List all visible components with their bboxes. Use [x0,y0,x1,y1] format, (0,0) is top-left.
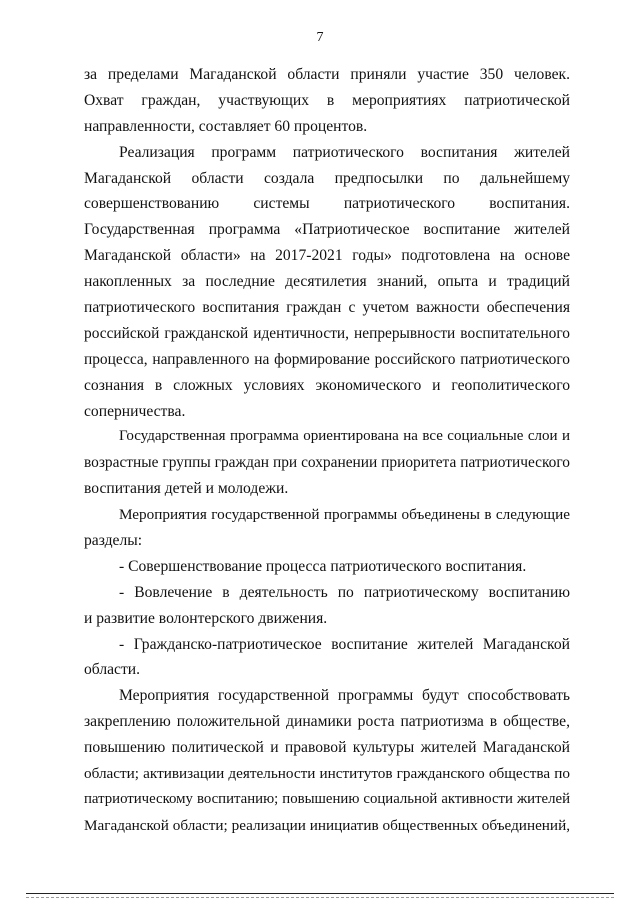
text-line: Магаданской области создала предпосылки по дальнейшему [84,169,570,187]
text-line: повышению политической и правовой культуры жителей Магаданской [84,739,570,757]
paragraph [84,424,570,502]
text-line: Государственная программа «Патриотическое воспитание жителей [84,221,570,239]
document-body [84,62,570,839]
list-item [84,632,570,684]
text-line: Мероприятия государственной программы объединены в следующие [119,506,570,524]
list-item [84,580,570,632]
text-line: Реализация программ патриотического воспитания жителей [119,143,570,161]
text-line: сознания в сложных условиях экономического и геополитического [84,376,570,394]
text-line: за пределами Магаданской области приняли участие 350 человек. [84,66,570,83]
text-line: и развитие волонтерского движения. [84,609,328,627]
text-line: закреплению положительной динамики роста патриотизма в обществе, [84,713,570,731]
text-line: области. [84,661,141,679]
text-line: области; активизации деятельности институтов гражданского общества по [84,765,570,783]
text-line: патриотического воспитания граждан с учетом важности обеспечения [84,299,570,317]
text-line: воспитания детей и молодежи. [84,480,289,498]
text-line: - Вовлечение в деятельность по патриотическому воспитанию [119,583,570,601]
text-line: возрастные группы граждан при сохранении приоритета патриотического [84,454,570,472]
text-line: процесса, направленного на формирование российского патриотического [84,350,570,368]
text-line: российской гражданской идентичности, непрерывности воспитательного [84,324,570,342]
text-line: Магаданской области» на 2017-2021 годы» подготовлена на основе [84,247,570,265]
text-line: патриотическому воспитанию; повышению социальной активности жителей [84,790,570,807]
text-line: - Гражданско-патриотическое воспитание жителей Магаданской [119,635,570,653]
scan-artifact-line [26,897,614,898]
page-bottom-edge [26,893,614,894]
text-line: соперничества. [84,402,186,420]
text-line: совершенствованию системы патриотического воспитания. [84,195,570,213]
paragraph [84,62,570,140]
list-item [84,554,570,580]
paragraph [84,683,570,838]
text-line: Государственная программа ориентирована на все социальные слои и [119,428,570,445]
text-line: направленности, составляет 60 процентов. [84,117,368,135]
text-line: Мероприятия государственной программы будут способствовать [119,687,570,705]
paragraph [84,140,570,425]
text-line: Охват граждан, участвующих в мероприятиях патриотической [84,91,570,109]
paragraph [84,502,570,554]
text-line: Магаданской области; реализации инициатив общественных объединений, [84,816,570,834]
text-line: разделы: [84,532,143,550]
page-number: 7 [316,30,324,45]
text-line: накопленных за последние десятилетия знаний, опыта и традиций [84,273,570,291]
text-line: - Совершенствование процесса патриотического воспитания. [119,557,527,575]
